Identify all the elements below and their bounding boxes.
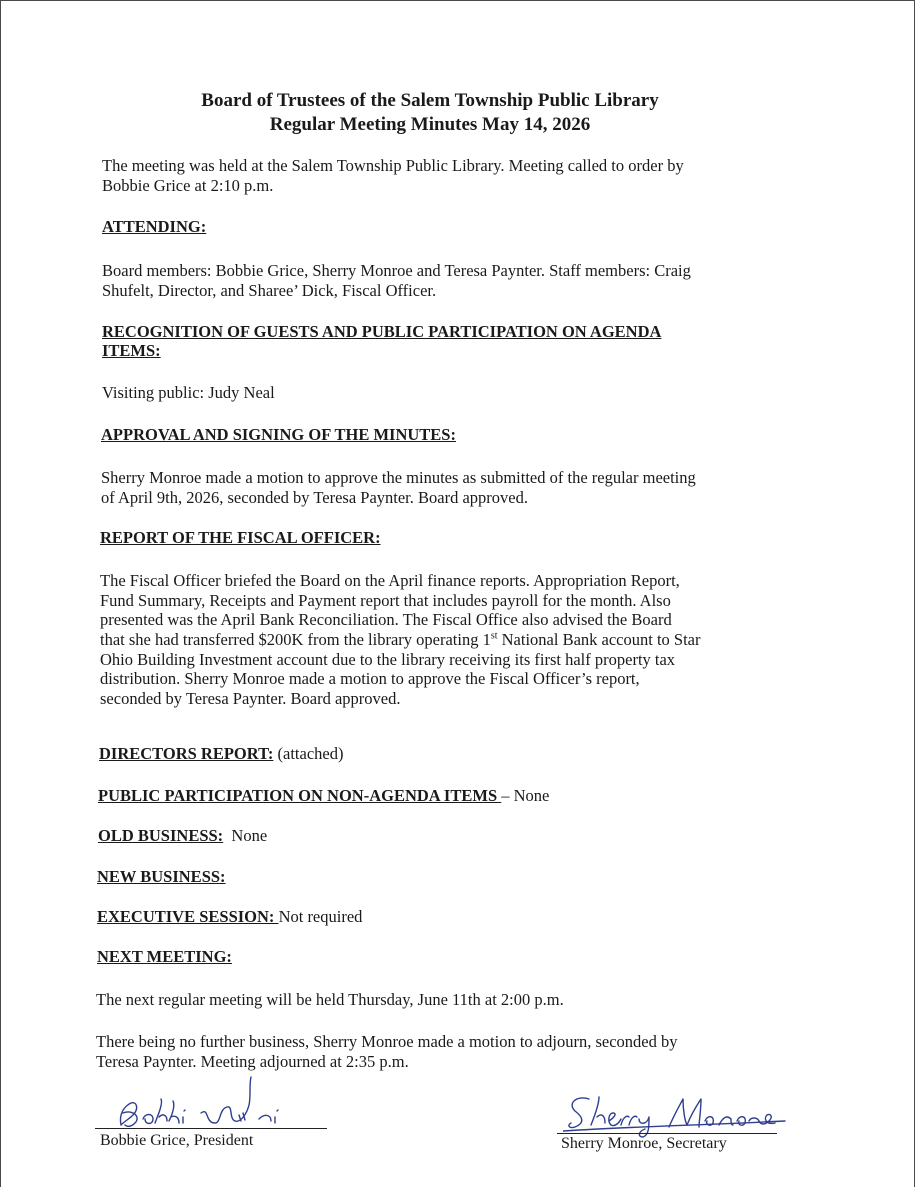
president-signature-line — [95, 1128, 327, 1129]
president-name: Bobbie Grice, President — [100, 1132, 254, 1149]
next-meeting-text: The next regular meeting will be held Thursday, June 11th at 2:00 p.m. — [96, 990, 564, 1009]
intro-line2: Bobbie Grice at 2:10 p.m. — [102, 176, 274, 195]
fiscal-line2: Fund Summary, Receipts and Payment report that includes payroll for the month. Also — [100, 591, 671, 610]
new-business: NEW BUSINESS: — [97, 867, 226, 886]
approval-line1: Sherry Monroe made a motion to approve the minutes as submitted of the regular meeting — [101, 468, 696, 487]
fiscal-line7: seconded by Teresa Paynter. Board approved. — [100, 689, 401, 708]
executive-session: EXECUTIVE SESSION: Not required — [97, 907, 363, 926]
adjourn-line1: There being no further business, Sherry Monroe made a motion to adjourn, seconded by — [96, 1032, 678, 1051]
attending-heading: ATTENDING: — [102, 217, 207, 236]
adjourn-line2: Teresa Paynter. Meeting adjourned at 2:35 p.m. — [96, 1052, 409, 1071]
document-title-line1: Board of Trustees of the Salem Township Public Library — [201, 90, 659, 111]
approval-line2: of April 9th, 2026, seconded by Teresa Paynter. Board approved. — [101, 488, 528, 507]
intro-line1: The meeting was held at the Salem Township Public Library. Meeting called to order by — [102, 156, 684, 175]
approval-heading: APPROVAL AND SIGNING OF THE MINUTES: — [101, 425, 456, 444]
directors-report: DIRECTORS REPORT: (attached) — [99, 744, 344, 763]
next-meeting-heading: NEXT MEETING: — [97, 947, 232, 966]
guests-heading-line1: RECOGNITION OF GUESTS AND PUBLIC PARTICIPATION ON AGENDA — [102, 322, 662, 341]
fiscal-line4: that she had transferred $200K from the library operating 1st National Bank account to Star — [100, 630, 701, 649]
fiscal-line1: The Fiscal Officer briefed the Board on the April finance reports. Appropriation Report, — [100, 571, 680, 590]
secretary-signature-line — [557, 1133, 777, 1134]
fiscal-heading: REPORT OF THE FISCAL OFFICER: — [100, 528, 381, 547]
attending-line1: Board members: Bobbie Grice, Sherry Monroe and Teresa Paynter. Staff members: Craig — [102, 261, 691, 280]
fiscal-line6: distribution. Sherry Monroe made a motion to approve the Fiscal Officer’s report, — [100, 669, 640, 688]
fiscal-line5: Ohio Building Investment account due to the library receiving its first half property tax — [100, 650, 676, 669]
public-non-agenda: PUBLIC PARTICIPATION ON NON-AGENDA ITEMS – None — [98, 786, 550, 805]
attending-line2: Shufelt, Director, and Sharee’ Dick, Fiscal Officer. — [102, 281, 437, 300]
president-signature — [109, 1073, 309, 1133]
fiscal-line3: presented was the April Bank Reconciliation. The Fiscal Office also advised the Board — [100, 610, 672, 629]
document-title-line2: Regular Meeting Minutes May 14, 2026 — [269, 114, 591, 135]
old-business: OLD BUSINESS: None — [98, 826, 268, 845]
guests-heading-line2: ITEMS: — [102, 341, 161, 360]
guests-text: Visiting public: Judy Neal — [102, 383, 275, 402]
secretary-name: Sherry Monroe, Secretary — [561, 1135, 727, 1152]
